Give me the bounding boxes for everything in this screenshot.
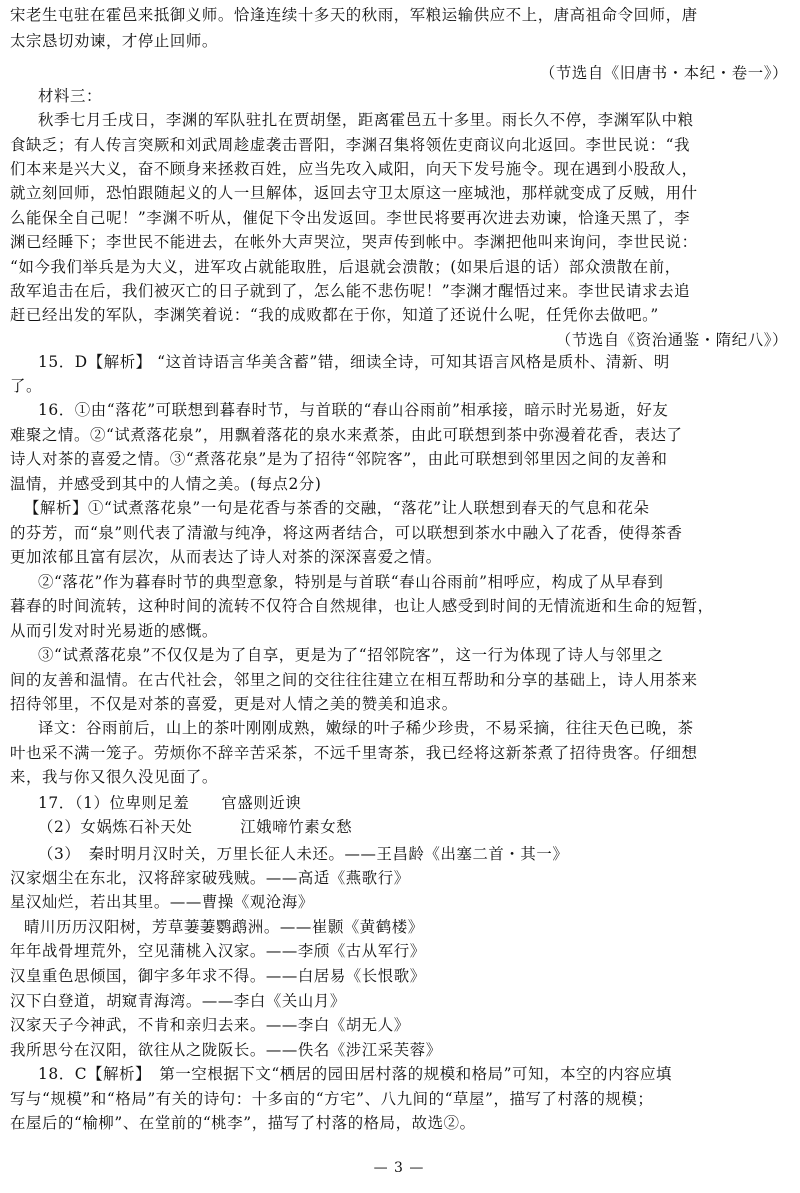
answer-16: 16．①由“落花”可联想到暮春时节，与首联的“春山谷雨前”相承接，暗示时光易逝，好友 (38, 401, 669, 419)
text-line: 渊已经睡下；李世民不能进去，在帐外大声哭泣，哭声传到帐中。李渊把他叫来询问，李世民说： (10, 233, 698, 251)
poem-line: 晴川历历汉阳树，芳草萋萋鹦鹉洲。——崔颢《黄鹤楼》 (24, 918, 424, 936)
text-line: 诗人对茶的喜爱之情。③“煮落花泉”是为了招待“邻院客”，由此可联想到邻里因之间的友善和 (10, 450, 668, 468)
poem-line: 汉下白登道，胡窥青海湾。——李白《关山月》 (10, 992, 346, 1010)
text-line: 从而引发对时光易逝的感慨。 (10, 622, 218, 640)
text-line: 更加浓郁且富有层次，从而表达了诗人对茶的深深喜爱之情。 (10, 548, 442, 566)
answer-17-3: （3） 秦时明月汉时关，万里长征人未还。——王昌龄《出塞二首・其一》 (38, 845, 569, 863)
poem-line: 年年战骨埋荒外，空见蒲桃入汉家。——李颀《古从军行》 (10, 942, 426, 960)
answer-15: 15．D【解析】 “这首诗语言华美含蓄”错，细读全诗，可知其语言风格是质朴、清新、明 (38, 353, 670, 371)
text-line: 食缺乏；有人传言突厥和刘武周趁虚袭击晋阳，李渊召集将领佐吏商议向北返回。李世民说：“我 (10, 136, 691, 154)
text-line: 宋老生屯驻在霍邑来抵御义师。恰逢连续十多天的秋雨，军粮运输供应不上，唐高祖命令回师，唐 (10, 6, 698, 24)
text-line: “如今我们举兵是为大义，进军攻占就能取胜，后退就会溃散；(如果后退的话）部众溃散在前， (10, 258, 681, 276)
text-line: ②“落花”作为暮春时节的典型意象，特别是与首联“春山谷雨前”相呼应，构成了从早春到 (38, 573, 664, 591)
text-line: 就立刻回师，恐怕跟随起义的人一旦解体，返回去守卫太原这一座城池，那样就变成了反贼，用什 (10, 184, 698, 202)
poem-line: 星汉灿烂，若出其里。——曹操《观沧海》 (10, 893, 314, 911)
answer-17-2: （2）女娲炼石补天处 江娥啼竹素女愁 (38, 818, 353, 836)
text-line: 赶已经出发的军队，李渊笑着说：“我的成败都在于你，知道了还说什么呢，任凭你去做吧。” (10, 306, 659, 324)
text-line: 温情，并感受到其中的人情之美。(每点2分) (10, 475, 322, 493)
poem-line: 汉家天子今神武，不肯和亲归去来。——李白《胡无人》 (10, 1016, 410, 1034)
page-number: — 3 — (373, 1160, 425, 1176)
text-line: 的芬芳，而“泉”则代表了清澈与纯净，将这两者结合，可以联想到茶水中融入了花香，使得茶香 (10, 524, 683, 542)
poem-line: 汉皇重色思倾国，御宇多年求不得。——白居易《长恨歌》 (10, 967, 426, 985)
text-line: 招待邻里，不仅是对茶的喜爱，更是对人情之美的赞美和追求。 (10, 695, 458, 713)
source-citation: （节选自《资治通鉴・隋纪八》） (555, 331, 788, 349)
text-line: 在屋后的“榆柳”、在堂前的“桃李”，描写了村落的格局，故选②。 (10, 1114, 476, 1132)
analysis-heading: 【解析】①“试煮落花泉”一句是花香与茶香的交融，“落花”让人联想到春天的气息和花朵 (24, 499, 650, 517)
text-line: 敌军追击在后，我们被灭亡的日子就到了，怎么能不悲伤呢！”李渊才醒悟过来。李世民请求去追 (10, 282, 691, 300)
text-line: 写与“规模”和“格局”有关的诗句：十多亩的“方宅”、八九间的“草屋”，描写了村落的规模； (10, 1090, 654, 1108)
translation: 译文：谷雨前后，山上的茶叶刚刚成熟，嫩绿的叶子稀少珍贵，不易采摘，往往天色已晚，茶 (38, 719, 694, 737)
text-line: 难聚之情。②“试煮落花泉”，用飘着落花的泉水来煮茶，由此可联想到茶中弥漫着花香，表达了 (10, 426, 683, 444)
text-line: 叶也采不满一笼子。劳烦你不辞辛苦采茶，不远千里寄茶，我已经将这新茶煮了招待贵客。仔细想 (10, 744, 698, 762)
text-line: 间的友善和温情。在古代社会，邻里之间的交往往往建立在相互帮助和分享的基础上，诗人用茶来 (10, 671, 698, 689)
answer-17: 17．（1）位卑则足羞 官盛则近谀 (38, 794, 302, 812)
text-line: 么能保全自己呢！”李渊不听从，催促下令出发返回。李世民将要再次进去劝谏，恰逢天黑了，李 (10, 209, 691, 227)
poem-line: 我所思兮在汉阳，欲往从之陇阪长。——佚名《涉江采芙蓉》 (10, 1041, 442, 1059)
text-line: 来，我与你又很久没见面了。 (10, 768, 218, 786)
source-citation: （节选自《旧唐书・本纪・卷一》） (539, 64, 788, 82)
poem-line: 汉家烟尘在东北，汉将辞家破残贼。——高适《燕歌行》 (10, 869, 410, 887)
text-line: 暮春的时间流转，这种时间的流转不仅符合自然规律，也让人感受到时间的无情流逝和生命的短暂， (10, 597, 714, 615)
text-line: 们本来是兴大义，奋不顾身来拯救百姓，应当先攻入咸阳，向天下发号施令。现在遇到小股敌人， (10, 160, 698, 178)
text-line: ③“试煮落花泉”不仅仅是为了自享，更是为了“招邻院客”，这一行为体现了诗人与邻里之 (38, 646, 664, 664)
text-line: 秋季七月壬戌日，李渊的军队驻扎在贾胡堡，距离霍邑五十多里。雨长久不停，李渊军队中粮 (38, 111, 694, 129)
answer-18: 18．C【解析】 第一空根据下文“栖居的园田居村落的规模和格局”可知，本空的内容应填 (38, 1065, 673, 1083)
section-heading: 材料三： (38, 87, 102, 105)
text-line: 太宗恳切劝谏，才停止回师。 (10, 32, 218, 50)
text-line: 了。 (10, 377, 42, 395)
